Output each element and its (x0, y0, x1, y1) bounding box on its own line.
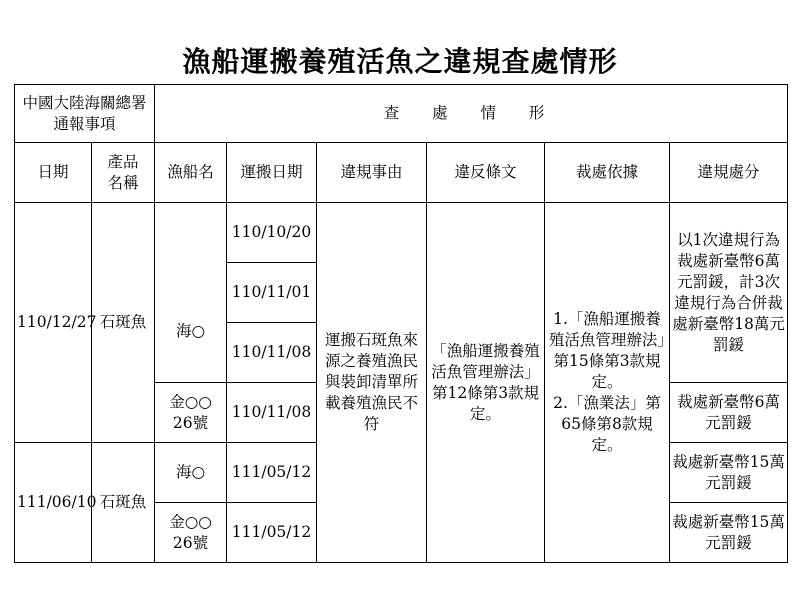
basis-item-2: 2.「漁業法」第65條第8款規定。 (553, 394, 661, 454)
table-row (15, 203, 788, 263)
group1-penalty-a: 以1次違規行為裁處新臺幣6萬元罰鍰，計3次違規行為合併裁處新臺幣18萬元罰鍰 (670, 203, 788, 383)
group1-transport-date-2: 110/11/01 (227, 263, 317, 323)
col-product-line2: 名稱 (107, 173, 139, 192)
col-reason-header: 違規事由 (317, 143, 427, 203)
group1-penalty-b: 裁處新臺幣6萬元罰鍰 (670, 383, 788, 443)
col-product-line1: 產品 (107, 152, 139, 171)
group2-vessel-b-line2: 26號 (172, 533, 209, 552)
notice-header-line1: 中國大陸海關總署 (22, 93, 147, 112)
group2-vessel-b-line1: 金○○ (169, 512, 212, 531)
notice-header-line2: 通報事項 (53, 114, 116, 133)
col-date-header: 日期 (15, 143, 92, 203)
group1-vessel-b-line1: 金○○ (169, 392, 212, 411)
group1-transport-date-1: 110/10/20 (227, 203, 317, 263)
group2-transport-date-1: 111/05/12 (227, 443, 317, 503)
group1-transport-date-4: 110/11/08 (227, 383, 317, 443)
col-vessel-header: 漁船名 (155, 143, 227, 203)
notice-header-cell (15, 85, 155, 143)
col-product-header (92, 143, 155, 203)
group1-transport-date-3: 110/11/08 (227, 323, 317, 383)
group2-product: 石斑魚 (92, 443, 155, 563)
shared-article: 「漁船運搬養殖活魚管理辦法」第12條第3款規定。 (427, 203, 545, 563)
investigation-header: 查 處 情 形 (383, 104, 559, 122)
column-header-row (15, 143, 788, 203)
group2-penalty-a: 裁處新臺幣15萬元罰鍰 (670, 443, 788, 503)
col-basis-header: 裁處依據 (545, 143, 670, 203)
group1-vessel-a: 海○ (155, 203, 227, 383)
header-row-top (15, 85, 788, 143)
shared-basis (545, 203, 670, 563)
shared-reason: 運搬石斑魚來源之養殖漁民與裝卸清單所載養殖漁民不符 (317, 203, 427, 563)
investigation-header-cell (155, 85, 788, 143)
group1-product: 石斑魚 (92, 203, 155, 443)
col-transport-date-header: 運搬日期 (227, 143, 317, 203)
group1-date: 110/12/27 (15, 203, 92, 443)
col-article-header: 違反條文 (427, 143, 545, 203)
group1-vessel-b (155, 383, 227, 443)
group2-penalty-b: 裁處新臺幣15萬元罰鍰 (670, 503, 788, 563)
col-penalty-header: 違規處分 (670, 143, 788, 203)
group2-transport-date-2: 111/05/12 (227, 503, 317, 563)
group2-vessel-b (155, 503, 227, 563)
basis-item-1: 1.「漁船運搬養殖活魚管理辦法」第15條第3款規定。 (548, 310, 666, 391)
group2-vessel-a: 海○ (155, 443, 227, 503)
page-title: 漁船運搬養殖活魚之違規查處情形 (182, 45, 618, 78)
group1-vessel-b-line2: 26號 (172, 413, 209, 432)
violation-table (14, 84, 788, 563)
group2-date: 111/06/10 (15, 443, 92, 563)
